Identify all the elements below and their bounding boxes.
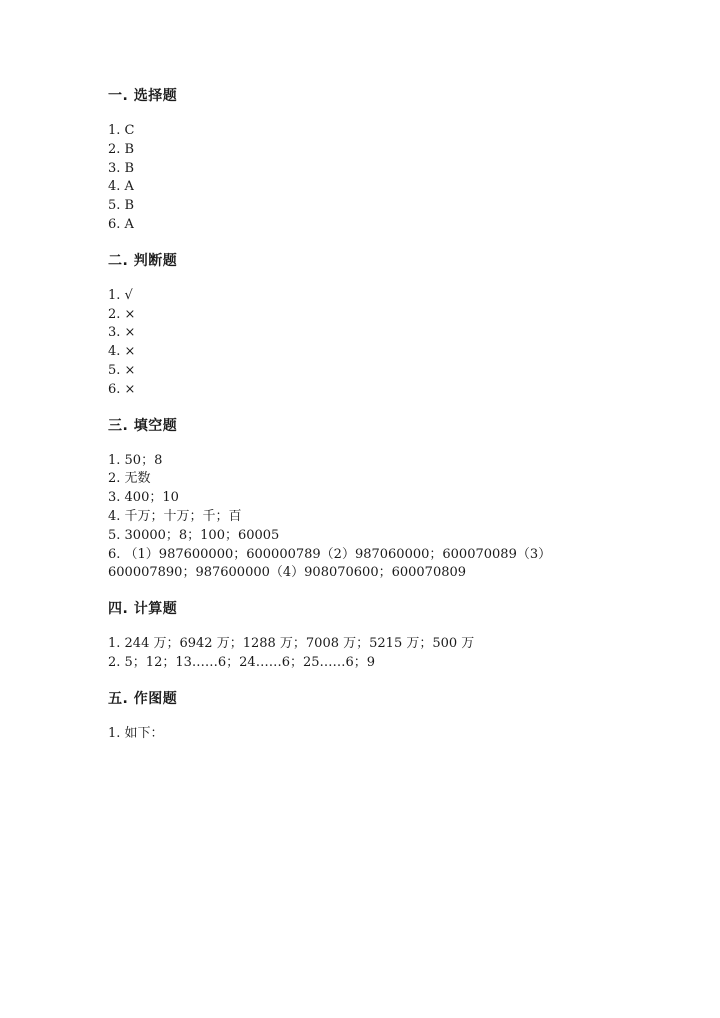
answer-list [108,452,668,584]
answer-item: 2. 5；12；13……6；24……6；25……6；9 [108,654,376,670]
answer-item: 6. A [108,216,134,232]
answer-item: 4. × [108,344,136,360]
answer-list [108,725,668,744]
answer-item: 5. 30000；8；100；60005 [108,527,280,543]
section-fill-in-blank [108,416,668,584]
answer-sheet [108,86,668,760]
section-calculation [108,599,668,673]
answer-item: 3. 400；10 [108,490,179,506]
section-title: 三. 填空题 [108,417,178,434]
answer-item: 1. 50；8 [108,452,163,468]
section-title: 一. 选择题 [108,88,178,104]
section-true-false [108,251,668,400]
section-title: 四. 计算题 [108,601,178,618]
answer-item: 1. 如下： [108,725,164,741]
answer-item: 2. 无数 [108,471,151,487]
answer-item: 1. C [108,123,135,138]
answer-item: 3. B [108,160,135,176]
section-multiple-choice [108,86,668,235]
answer-item: 6. （1）987600000；600000789（2）987060000；600070089（3）600007890；987600000（4）908070600；600070809 [108,546,552,581]
answer-item: 1. √ [108,287,133,303]
section-drawing [108,689,668,744]
answer-item: 2. B [108,141,135,157]
answer-item: 5. × [108,362,136,378]
answer-item: 2. × [108,306,136,322]
section-title: 五. 作图题 [108,690,178,707]
answer-list [108,635,668,673]
answer-list [108,122,668,235]
answer-item: 4. 千万；十万；千；百 [108,508,242,524]
answer-item: 3. × [108,325,136,341]
answer-item: 6. × [108,381,136,397]
answer-item: 4. A [108,179,134,195]
answer-item: 1. 244 万；6942 万；1288 万；7008 万；5215 万；500 万 [108,636,475,652]
answer-list [108,287,668,400]
section-title: 二. 判断题 [108,252,178,269]
answer-item: 5. B [108,198,135,214]
